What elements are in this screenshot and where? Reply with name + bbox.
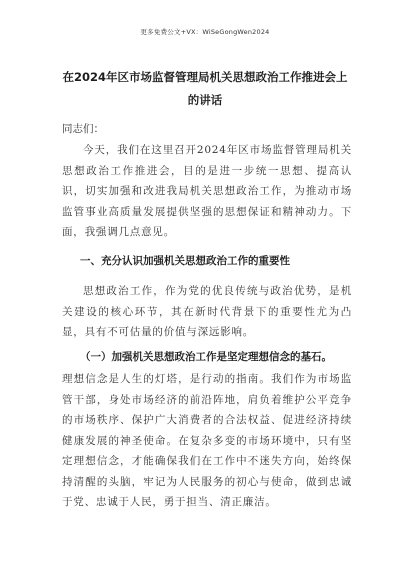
section-heading-1: 一、充分认识加强机关思想政治工作的重要性 bbox=[80, 255, 290, 267]
paragraph-intro: 今天，我们在这里召开2024年区市场监督管理局机关思想政治工作推进会，目的是进一步统一思想、提高认识，切实加强和改进我局机关思想政治工作，为推动市场监管事业高质量发展提供坚强的思想保证和精神动力。下面，我强调几点意见。 bbox=[62, 144, 352, 238]
salutation: 同志们： bbox=[62, 123, 104, 135]
document-title: 在2024年区市场监督管理局机关思想政治工作推进会上的讲话 bbox=[62, 70, 348, 107]
paragraph-importance: 思想政治工作，作为党的优良传统与政治优势，是机关建设的核心环节，其在新时代背景下的重要性尤为凸显，具有不可估量的价值与深远影响。 bbox=[62, 285, 352, 338]
paragraph-ideals: 理想信念是人生的灯塔，是行动的指南。我们作为市场监管干部，身处市场经济的前沿阵地，肩负着维护公平竞争的市场秩序、保护广大消费者的合法权益、促进经济持续健康发展的神圣使命。在复杂多变的市场环境中，只有坚定理想信念，才能确保我们在工作中不迷失方向，始终保持清醒的头脑，牢记为人民服务的初心与使命，做到忠诚于党、忠诚于人民，勇于担当、清正廉洁。 bbox=[62, 373, 352, 508]
subsection-heading-1: （一）加强机关思想政治工作是坚定理想信念的基石。 bbox=[80, 351, 332, 363]
header-note: 更多免费公文+VX：WiSeGongWen2024 bbox=[140, 28, 270, 36]
